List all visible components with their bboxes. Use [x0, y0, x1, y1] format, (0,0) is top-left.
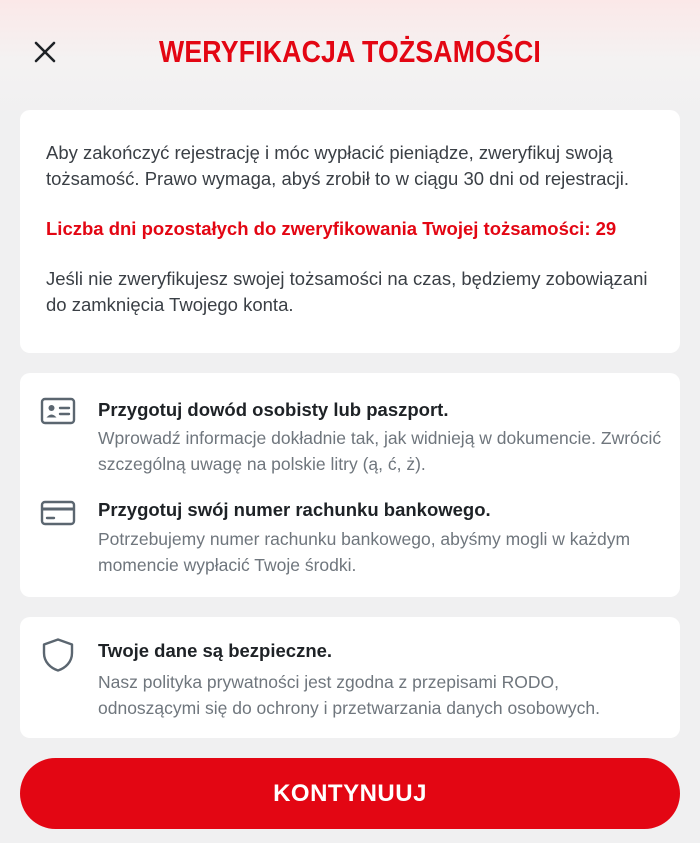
security-description: Nasz polityka prywatności jest zgodna z przepisami RODO, odnoszącymi się do ochrony i przetwarzania danych osobowych. — [98, 672, 600, 718]
step-title: Przygotuj dowód osobisty lub paszport. — [98, 399, 449, 420]
page-title: WERYFIKACJA TOŻSAMOŚCI — [159, 34, 541, 69]
security-title: Twoje dane są bezpieczne. — [98, 640, 333, 661]
id-card-icon — [40, 393, 76, 429]
step-description: Wprowadź informacje dokładnie tak, jak widnieją w dokumencie. Zwrócić szczególną uwagę na polskie litry (ą, ć, ż). — [98, 428, 662, 474]
warning-text: Jeśli nie zweryfikujesz swojej tożsamości na czas, będziemy zobowiązani do zamknięcia Twojego konta. — [46, 268, 648, 315]
intro-card — [20, 110, 680, 353]
requirements-card — [20, 373, 680, 597]
shield-icon — [40, 637, 76, 673]
security-card — [20, 617, 680, 738]
bank-card-icon — [40, 495, 76, 531]
intro-text: Aby zakończyć rejestrację i móc wypłacić pieniądze, zweryfikuj swoją tożsamość. Prawo wymaga, abyś zrobił to w ciągu 30 dni od rejestracji. — [46, 142, 630, 189]
header — [0, 0, 700, 105]
continue-button[interactable]: KONTYNUUJ — [20, 758, 680, 829]
days-left-text: Liczba dni pozostałych do zweryfikowania Twojej tożsamości: 29 — [46, 218, 617, 239]
step-description: Potrzebujemy numer rachunku bankowego, abyśmy mogli w każdym momencie wypłacić Twoje środki. — [98, 529, 631, 575]
step-title: Przygotuj swój numer rachunku bankowego. — [98, 499, 491, 520]
